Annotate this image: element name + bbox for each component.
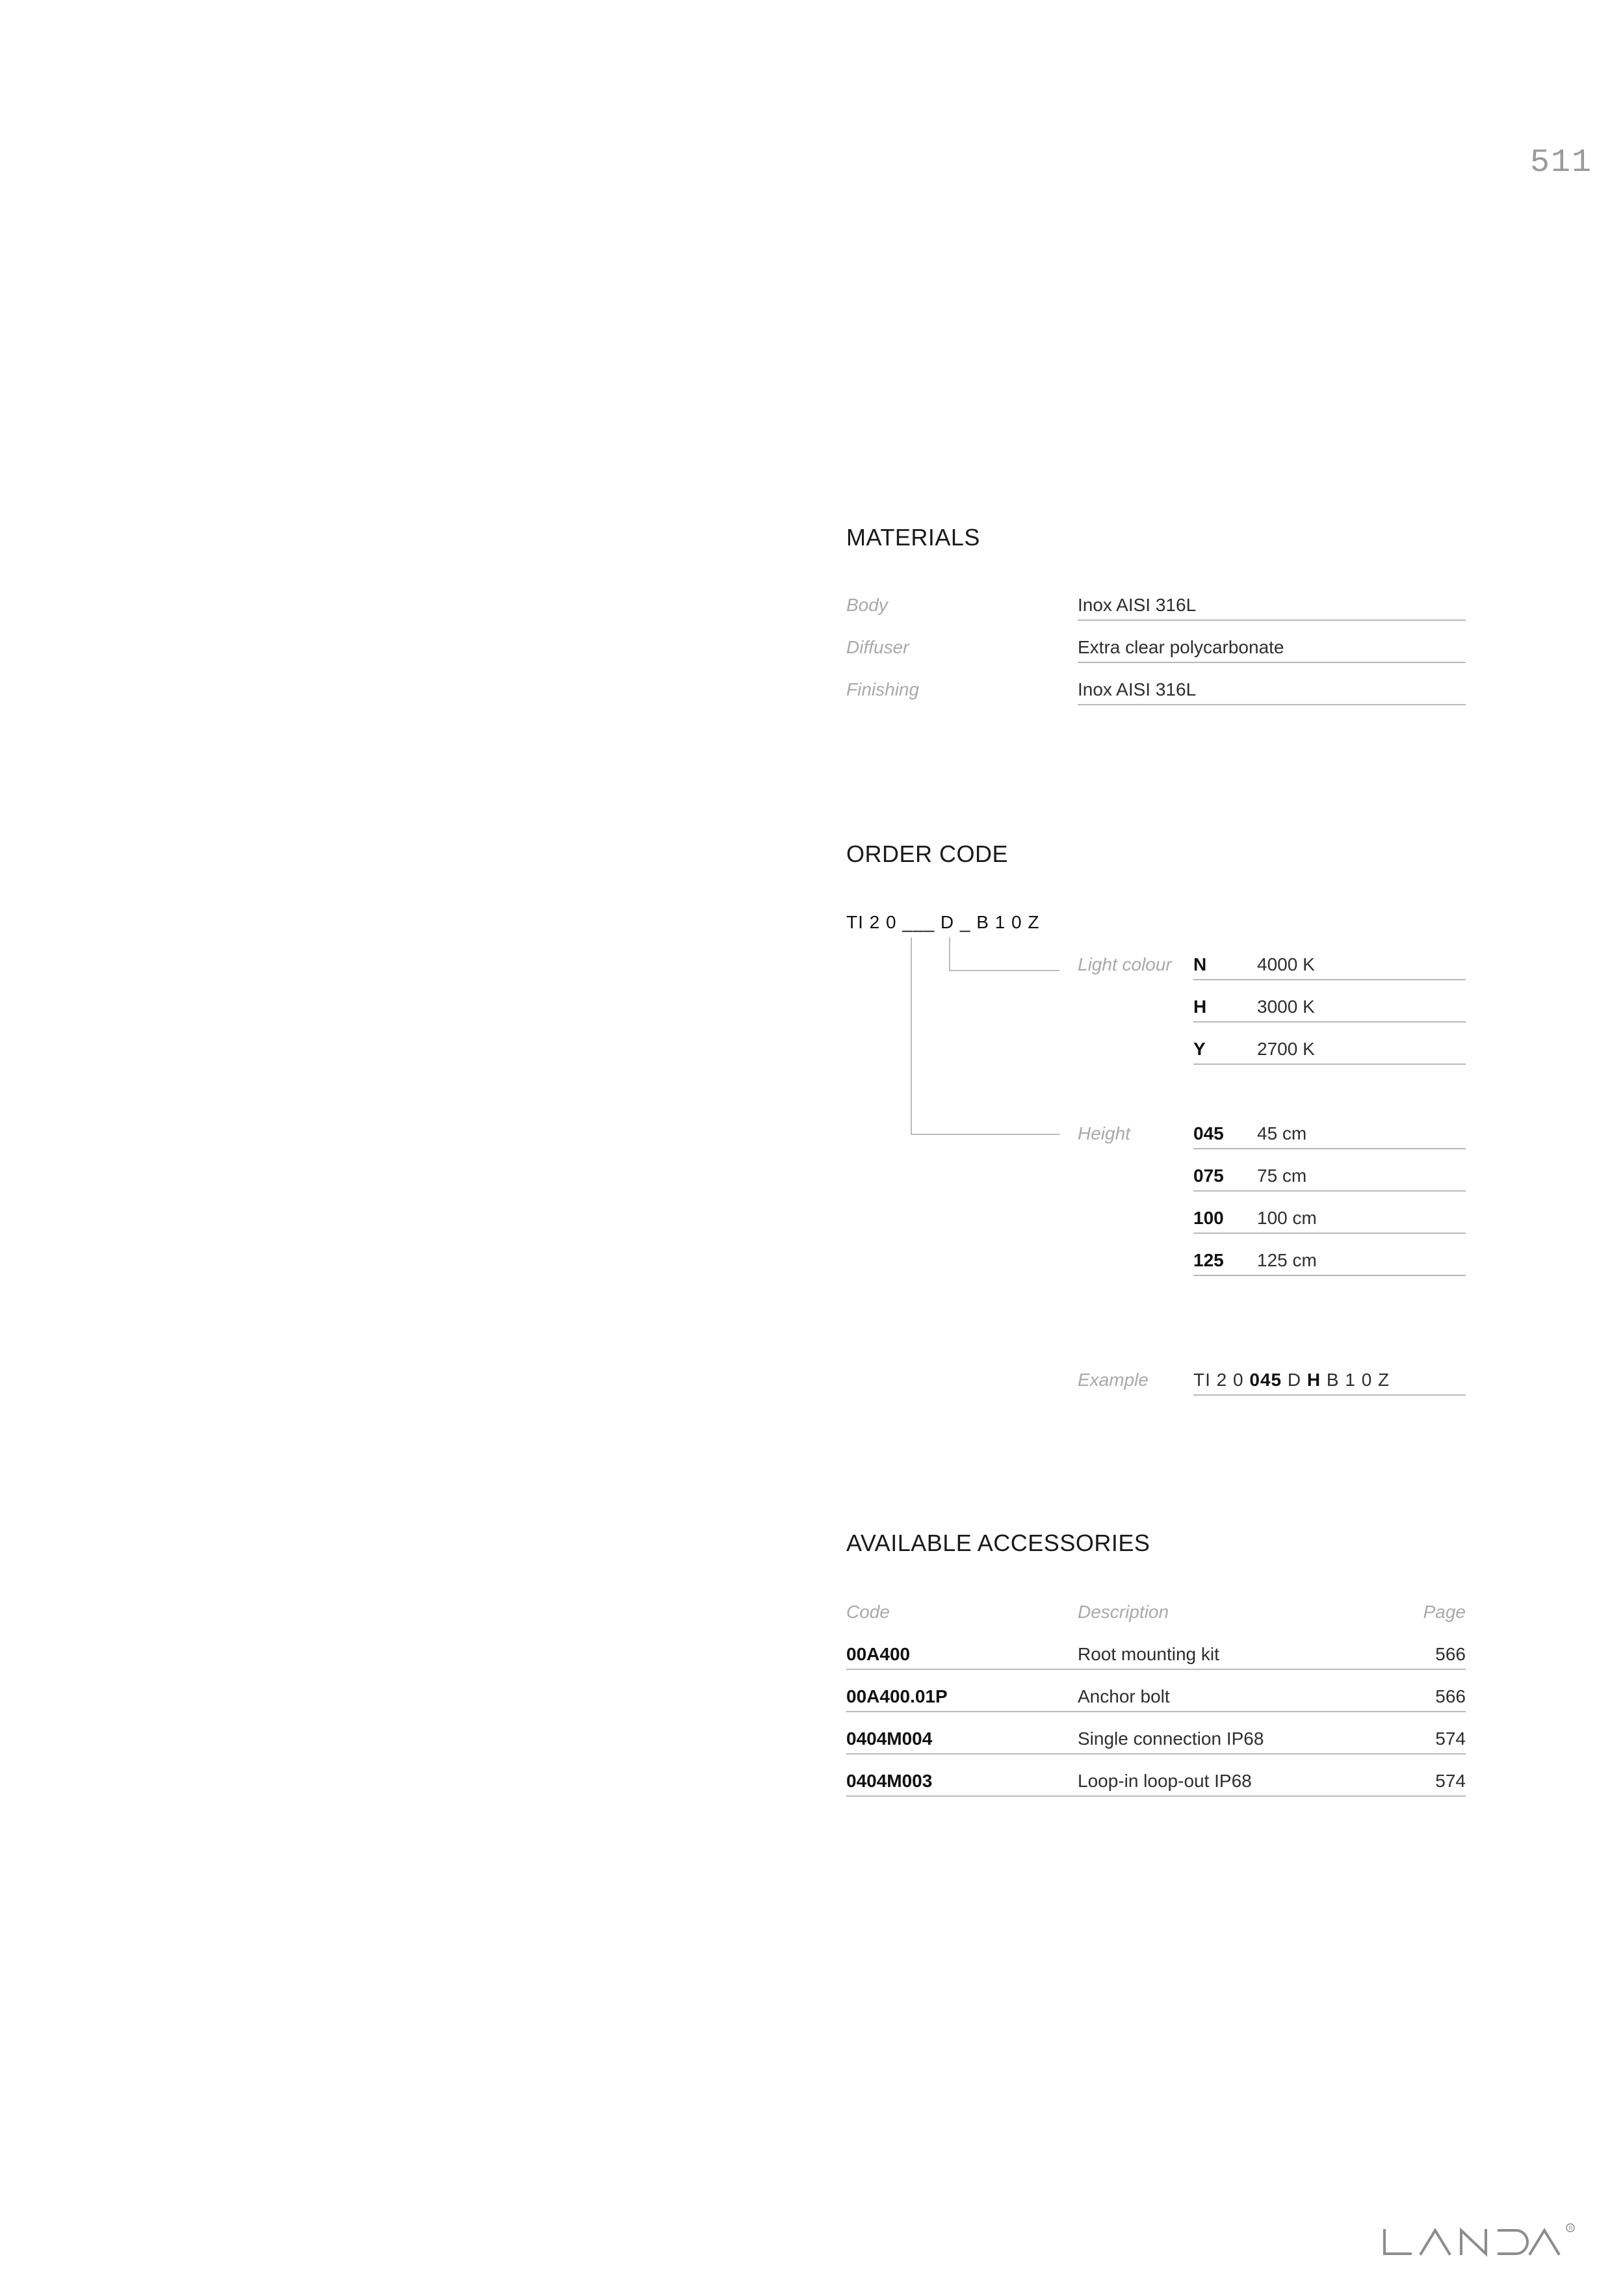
materials-label: Finishing (846, 679, 920, 699)
row-divider (846, 1795, 1466, 1797)
accessory-code: 0404M003 (846, 1771, 933, 1791)
option-code: H (1193, 997, 1207, 1017)
example-height-code: 045 (1249, 1370, 1282, 1390)
row-divider (1078, 662, 1466, 663)
order-code-title: ORDER CODE (846, 841, 1009, 867)
option-desc: 75 cm (1257, 1166, 1307, 1186)
row-divider (846, 1753, 1466, 1755)
landa-logo-mark (1382, 2221, 1590, 2267)
option-desc: 4000 K (1257, 954, 1315, 974)
connector-line (949, 937, 950, 971)
option-desc: 125 cm (1257, 1250, 1317, 1270)
materials-value: Inox AISI 316L (1078, 595, 1197, 615)
row-divider (1193, 1021, 1466, 1023)
row-divider (1193, 979, 1466, 980)
accessory-description: Single connection IP68 (1078, 1729, 1264, 1749)
order-code-string: TI 2 0 ___ D _ B 1 0 Z (846, 912, 1040, 932)
row-divider (1193, 1063, 1466, 1065)
example-mid: D (1282, 1370, 1307, 1390)
accessory-page: 574 (1435, 1729, 1466, 1749)
accessories-header-code: Code (846, 1602, 890, 1622)
example-label: Example (1078, 1370, 1149, 1390)
row-divider (1193, 1275, 1466, 1276)
connector-line (911, 1134, 1059, 1135)
materials-value: Extra clear polycarbonate (1078, 637, 1284, 657)
accessory-code: 00A400.01P (846, 1686, 948, 1706)
accessory-description: Root mounting kit (1078, 1644, 1219, 1664)
svg-text:R: R (1568, 2225, 1573, 2231)
example-suffix: B 1 0 Z (1321, 1370, 1390, 1390)
row-divider (1078, 704, 1466, 705)
option-code: 125 (1193, 1250, 1224, 1270)
row-divider (846, 1669, 1466, 1670)
option-code: 100 (1193, 1208, 1224, 1228)
accessory-page: 574 (1435, 1771, 1466, 1791)
option-code: N (1193, 954, 1207, 974)
option-desc: 100 cm (1257, 1208, 1317, 1228)
accessories-title: AVAILABLE ACCESSORIES (846, 1530, 1150, 1556)
accessory-description: Anchor bolt (1078, 1686, 1170, 1706)
example-code (1193, 1370, 1390, 1390)
option-desc: 45 cm (1257, 1123, 1307, 1143)
row-divider (1193, 1148, 1466, 1149)
height-label: Height (1078, 1123, 1130, 1143)
materials-label: Body (846, 595, 888, 615)
option-desc: 3000 K (1257, 997, 1315, 1017)
example-colour-code: H (1306, 1370, 1321, 1390)
option-desc: 2700 K (1257, 1039, 1315, 1059)
accessory-page: 566 (1435, 1644, 1466, 1664)
example-prefix: TI 2 0 (1193, 1370, 1250, 1390)
option-code: 075 (1193, 1166, 1224, 1186)
accessories-header-page: Page (1423, 1602, 1466, 1622)
landa-logo (1382, 2221, 1590, 2270)
connector-line (949, 970, 1059, 971)
row-divider (1078, 620, 1466, 621)
accessory-description: Loop-in loop-out IP68 (1078, 1771, 1252, 1791)
materials-title: MATERIALS (846, 524, 980, 551)
option-code: Y (1193, 1039, 1206, 1059)
accessory-code: 0404M004 (846, 1729, 933, 1749)
option-code: 045 (1193, 1123, 1224, 1143)
row-divider (846, 1711, 1466, 1712)
row-divider (1193, 1394, 1466, 1396)
light-colour-label: Light colour (1078, 954, 1172, 974)
accessories-header-description: Description (1078, 1602, 1169, 1622)
accessory-code: 00A400 (846, 1644, 911, 1664)
materials-label: Diffuser (846, 637, 909, 657)
connector-line (911, 937, 912, 1135)
page-number: 511 (1529, 144, 1592, 181)
accessory-page: 566 (1435, 1686, 1466, 1706)
row-divider (1193, 1233, 1466, 1234)
materials-value: Inox AISI 316L (1078, 679, 1197, 699)
row-divider (1193, 1190, 1466, 1192)
